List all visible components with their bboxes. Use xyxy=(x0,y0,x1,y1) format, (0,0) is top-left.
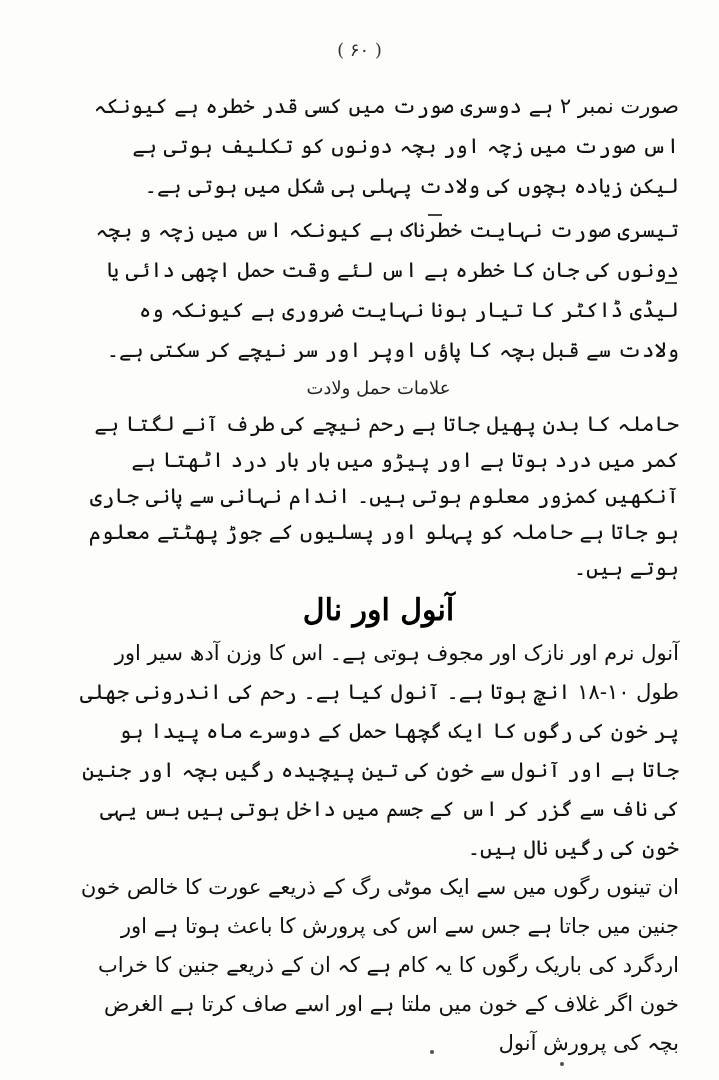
section-heading: آنول اور نال xyxy=(302,593,455,628)
scan-speck xyxy=(560,1062,564,1066)
ink-mark xyxy=(665,282,677,284)
ink-mark xyxy=(428,214,442,216)
paragraph-cord-vessels: ان تینوں رگوں میں سے ایک موٹی رگ کے ذریعے عورت کا خالص خون جنین میں جاتا ہے جس سے اس کی پرورش کا باعث ہوتا ہے اور اردگرد کی باریک رگوں کا یہ کام ہے کہ ان کے ذریعے جنین کا خراب خون اگر غلاف کے خون میں ملتا ہے اور اسے صاف کرتا ہے الغرض بچہ کی پرورش آنول xyxy=(80,875,679,1055)
paragraph-signs-of-labor: حاملہ کا بدن پھیل جاتا ہے رحم نیچے کی طرف آنے لگتا ہے کمر میں درد ہوتا ہے اور پیڑو میں بار بار درد اٹھتا ہے آنکھیں کمزور معلوم ہوتی ہیں۔ اندام نہانی سے پانی جاری ہو جاتا ہے حاملہ کو پہلو اور پسلیوں کے جوڑ پھٹتے معلوم ہوتے ہیں۔ xyxy=(88,412,679,580)
scan-speck xyxy=(430,1050,434,1054)
paragraph-placenta: آنول نرم اور نازک اور مجوف ہوتی ہے۔ اس کا وزن آدھ سیر اور طول ۱۰-۱۸ انچ ہوتا ہے۔ آنول کیا ہے۔ رحم کی اندرونی جھلی پر خون کی رگوں کا ایک گچھا حمل کے دوسرے ماہ پیدا ہو جاتا ہے اور آنول سے خون کی تین پیچیدہ رگیں بچہ اور جنین کی ناف سے گزر کر اس کے جسم میں داخل ہوتی ہیں بس یہی خون کی رگیں نال ہیں۔ xyxy=(79,641,679,860)
page-number: ( ۶۰ ) xyxy=(337,40,382,61)
paragraph-delivery-position-3: تیسری صورت نہایت خطرناک ہے کیونکہ اس میں زچہ و بچہ دونوں کی جان کا خطرہ ہے اس لئے وقت حمل اچھی دائی یا لیڈی ڈاکٹر کا تیار ہونا نہایت ضروری ہے کیونکہ وہ ولادت سے قبل بچہ کا پاؤں اوپر اور سر نیچے کر سکتی ہے۔ xyxy=(95,218,679,362)
paragraph-delivery-position-2: صورت نمبر ۲ ہے دوسری صورت میں کسی قدر خطرہ ہے کیونکہ اس صورت میں زچہ اور بچہ دونوں کو تکلیف ہوتی ہے لیکن زیادہ بچوں کی ولادت پہلی ہی شکل میں ہوتی ہے۔ xyxy=(93,94,679,198)
section-subheading: علامات حمل ولادت xyxy=(306,378,451,399)
page-content xyxy=(78,86,679,1063)
